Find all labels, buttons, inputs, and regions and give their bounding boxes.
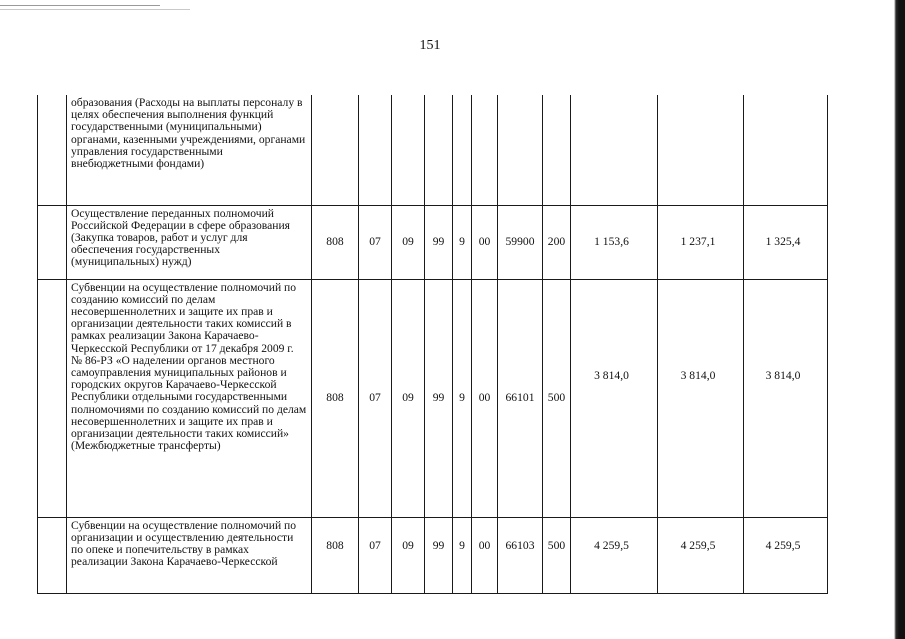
sum-year-2-cell <box>658 95 744 205</box>
expense-type-cell: 200 <box>543 205 571 279</box>
sum-year-2-cell: 1 237,1 <box>658 205 744 279</box>
scan-top-line <box>0 5 160 6</box>
scan-top-line-faint <box>0 9 190 10</box>
sum-year-3-cell: 4 259,5 <box>744 517 828 593</box>
ministry-code-cell: 808 <box>312 517 359 593</box>
table-row <box>38 95 828 205</box>
budget-table <box>37 95 828 594</box>
main-event-code-cell: 00 <box>472 205 498 279</box>
direction-code-cell: 59900 <box>498 205 543 279</box>
section-code-cell: 07 <box>359 517 392 593</box>
section-code-cell: 07 <box>359 279 392 517</box>
subsection-code-cell: 09 <box>392 517 425 593</box>
program-code-cell: 99 <box>425 205 453 279</box>
sum-year-2-cell: 3 814,0 <box>658 279 744 517</box>
table-row <box>38 517 828 593</box>
program-code-cell: 99 <box>425 279 453 517</box>
expense-name-cell: образования (Расходы на выплаты персоналу в целях обеспечения выполнения функций государственными (муниципальными) органами, казенными учреждениями, органами управления государственными внебюджетными фондами) <box>67 95 312 205</box>
main-event-code-cell: 00 <box>472 517 498 593</box>
direction-code-cell <box>498 95 543 205</box>
row-number-cell <box>38 95 67 205</box>
expense-name-cell: Субвенции на осуществление полномочий по организации и осуществлению деятельности по опеке и попечительству в рамках реализации Закона Карачаево-Черкесской <box>67 517 312 593</box>
sum-year-3-cell: 3 814,0 <box>744 279 828 517</box>
program-code-cell <box>425 95 453 205</box>
section-code-cell <box>359 95 392 205</box>
subprogram-code-cell: 9 <box>453 517 472 593</box>
sum-year-2-cell: 4 259,5 <box>658 517 744 593</box>
sum-year-1-cell: 4 259,5 <box>571 517 658 593</box>
sum-year-3-cell: 1 325,4 <box>744 205 828 279</box>
section-code-cell: 07 <box>359 205 392 279</box>
subprogram-code-cell: 9 <box>453 205 472 279</box>
sum-year-1-cell <box>571 95 658 205</box>
subsection-code-cell <box>392 95 425 205</box>
program-code-cell: 99 <box>425 517 453 593</box>
expense-name-cell: Осуществление переданных полномочий Российской Федерации в сфере образования (Закупка товаров, работ и услуг для обеспечения государственных (муниципальных) нужд) <box>67 205 312 279</box>
expense-name-cell: Субвенции на осуществление полномочий по созданию комиссий по делам несовершеннолетних и защите их прав и организации деятельности таких комиссий в рамках реализации Закона Карачаево-Черкесской Республики от 17 декабря 2009 г. № 86-РЗ «О наделении органов местного самоуправления муниципальных районов и городских округов Карачаево-Черкесской Республики отдельными государственными полномочиями по созданию комиссий по делам несовершеннолетних и защите их прав и организации деятельности таких комиссий» (Межбюджетные трансферты) <box>67 279 312 517</box>
direction-code-cell: 66103 <box>498 517 543 593</box>
subsection-code-cell: 09 <box>392 279 425 517</box>
page-number: 151 <box>419 38 441 53</box>
ministry-code-cell: 808 <box>312 279 359 517</box>
expense-type-cell <box>543 95 571 205</box>
main-event-code-cell: 00 <box>472 279 498 517</box>
scan-dark-edge <box>894 0 905 639</box>
row-number-cell <box>38 517 67 593</box>
direction-code-cell: 66101 <box>498 279 543 517</box>
row-number-cell <box>38 205 67 279</box>
main-event-code-cell <box>472 95 498 205</box>
subprogram-code-cell: 9 <box>453 279 472 517</box>
subsection-code-cell: 09 <box>392 205 425 279</box>
table-row <box>38 279 828 517</box>
row-number-cell <box>38 279 67 517</box>
expense-type-cell: 500 <box>543 279 571 517</box>
table-row <box>38 205 828 279</box>
sum-year-1-cell: 1 153,6 <box>571 205 658 279</box>
subprogram-code-cell <box>453 95 472 205</box>
expense-type-cell: 500 <box>543 517 571 593</box>
ministry-code-cell: 808 <box>312 205 359 279</box>
ministry-code-cell <box>312 95 359 205</box>
sum-year-1-cell: 3 814,0 <box>571 279 658 517</box>
sum-year-3-cell <box>744 95 828 205</box>
